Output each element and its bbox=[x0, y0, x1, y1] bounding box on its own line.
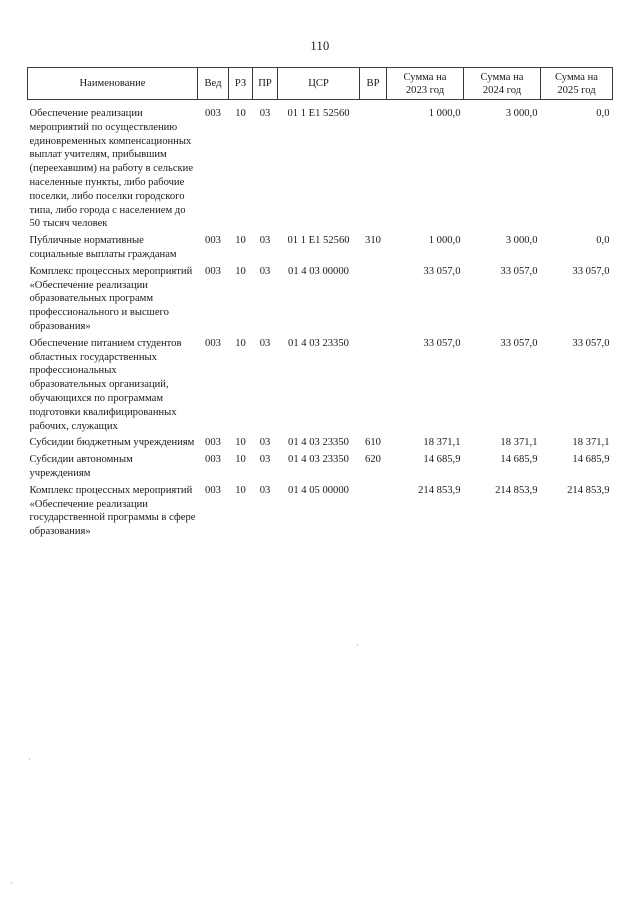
row-name: Субсидии автономным учреждениям bbox=[29, 454, 133, 479]
row-sum-2025: 0,0 bbox=[596, 235, 610, 247]
row-pr: 03 bbox=[259, 337, 271, 349]
row-sum-2025: 33 057,0 bbox=[572, 265, 610, 277]
header-rz: РЗ bbox=[229, 68, 253, 100]
header-name: Наименование bbox=[28, 68, 198, 100]
row-name: Публичные нормативные социальные выплаты гражданам bbox=[29, 235, 177, 260]
row-rz: 10 bbox=[235, 235, 246, 247]
header-sum-2024-line2: 2024 год bbox=[482, 84, 522, 96]
header-sum-2023-line1: Сумма на bbox=[403, 71, 447, 83]
header-row bbox=[28, 68, 613, 100]
header-sum-2024-line1: Сумма на bbox=[480, 71, 524, 83]
row-rz: 10 bbox=[235, 108, 246, 119]
row-vr: 610 bbox=[365, 437, 381, 449]
row-sum-2023: 14 685,9 bbox=[423, 454, 461, 466]
row-ved: 003 bbox=[205, 108, 221, 119]
row-sum-2024: 18 371,1 bbox=[500, 437, 538, 449]
row-vr bbox=[360, 337, 387, 437]
row-pr: 03 bbox=[259, 235, 271, 247]
row-vr: 310 bbox=[365, 235, 381, 247]
header-sum-2024 bbox=[464, 68, 541, 100]
row-csr: 01 4 03 23350 bbox=[288, 437, 349, 449]
table-row bbox=[28, 234, 613, 265]
row-sum-2024: 214 853,9 bbox=[495, 484, 538, 496]
table-row bbox=[28, 484, 613, 542]
row-vr bbox=[360, 100, 387, 235]
table-row bbox=[28, 453, 613, 484]
row-sum-2023: 1 000,0 bbox=[428, 108, 461, 119]
row-sum-2023: 33 057,0 bbox=[423, 337, 461, 349]
row-rz: 10 bbox=[235, 437, 246, 449]
row-rz: 10 bbox=[235, 484, 246, 496]
row-sum-2025: 0,0 bbox=[596, 108, 610, 119]
row-csr: 01 4 03 00000 bbox=[288, 265, 349, 277]
header-sum-2025-line2: 2025 год bbox=[557, 84, 596, 96]
table-row bbox=[28, 436, 613, 453]
row-ved: 003 bbox=[205, 437, 221, 449]
table-body bbox=[28, 100, 613, 542]
row-rz: 10 bbox=[235, 337, 246, 349]
row-sum-2023: 1 000,0 bbox=[428, 235, 461, 247]
row-pr: 03 bbox=[259, 265, 271, 277]
scan-speck: · bbox=[10, 878, 13, 888]
table-header bbox=[28, 68, 613, 100]
row-csr: 01 1 Е1 52560 bbox=[287, 235, 350, 247]
table-row bbox=[28, 100, 613, 235]
row-vr bbox=[360, 265, 387, 337]
header-ved: Вед bbox=[198, 68, 229, 100]
row-csr: 01 4 05 00000 bbox=[288, 484, 349, 496]
table-row bbox=[28, 337, 613, 437]
row-sum-2024: 33 057,0 bbox=[500, 265, 538, 277]
row-csr: 01 4 03 23350 bbox=[288, 454, 349, 466]
row-sum-2023: 214 853,9 bbox=[418, 484, 461, 496]
row-sum-2025: 14 685,9 bbox=[572, 454, 610, 466]
header-sum-2025-line1: Сумма на bbox=[554, 71, 599, 83]
row-name: Комплекс процессных мероприятий «Обеспечение реализации образовательных программ профессионального и высшего образования» bbox=[29, 265, 193, 332]
row-pr: 03 bbox=[259, 454, 271, 466]
page-number: 110 bbox=[310, 39, 330, 53]
budget-table bbox=[27, 67, 613, 542]
row-vr bbox=[360, 484, 387, 542]
row-sum-2024: 3 000,0 bbox=[505, 108, 538, 119]
row-sum-2023: 18 371,1 bbox=[423, 437, 461, 449]
row-sum-2024: 14 685,9 bbox=[500, 454, 538, 466]
row-ved: 003 bbox=[205, 337, 221, 349]
row-name: Обеспечение реализации мероприятий по осуществлению единовременных компенсационных выплат учителям, прибывшим (переехавшим) на работу в сельские населенные пункты, либо рабочие поселки, либо поселки городского типа, либо города с населением до 50 тысяч человек bbox=[29, 108, 194, 230]
header-vr: ВР bbox=[360, 68, 387, 100]
row-sum-2024: 33 057,0 bbox=[500, 337, 538, 349]
header-sum-2023 bbox=[387, 68, 464, 100]
row-csr: 01 1 Е1 52560 bbox=[287, 108, 350, 119]
row-sum-2023: 33 057,0 bbox=[423, 265, 461, 277]
table-row bbox=[28, 265, 613, 337]
row-sum-2025: 33 057,0 bbox=[572, 337, 610, 349]
row-pr: 03 bbox=[259, 437, 271, 449]
header-pr: ПР bbox=[253, 68, 278, 100]
row-rz: 10 bbox=[235, 454, 246, 466]
row-name: Комплекс процессных мероприятий «Обеспечение реализации государственной программы в сфере образования» bbox=[29, 484, 196, 538]
header-csr: ЦСР bbox=[278, 68, 360, 100]
row-rz: 10 bbox=[235, 265, 246, 277]
row-name: Субсидии бюджетным учреждениям bbox=[29, 437, 195, 449]
row-sum-2025: 214 853,9 bbox=[567, 484, 610, 496]
header-sum-2025 bbox=[541, 68, 613, 100]
scan-speck: · bbox=[28, 754, 31, 764]
row-name: Обеспечение питанием студентов областных государственных профессиональных образовательных организаций, обучающихся по программам подготовки квалифицированных рабочих, служащих bbox=[29, 337, 182, 432]
row-ved: 003 bbox=[205, 235, 221, 247]
row-ved: 003 bbox=[205, 484, 221, 496]
row-sum-2025: 18 371,1 bbox=[572, 437, 610, 449]
row-pr: 03 bbox=[259, 108, 271, 119]
row-ved: 003 bbox=[205, 454, 221, 466]
row-csr: 01 4 03 23350 bbox=[288, 337, 349, 349]
header-sum-2023-line2: 2023 год bbox=[405, 84, 445, 96]
scan-speck: · bbox=[356, 640, 359, 650]
row-ved: 003 bbox=[205, 265, 221, 277]
row-sum-2024: 3 000,0 bbox=[505, 235, 538, 247]
row-vr: 620 bbox=[365, 454, 381, 466]
row-pr: 03 bbox=[259, 484, 271, 496]
